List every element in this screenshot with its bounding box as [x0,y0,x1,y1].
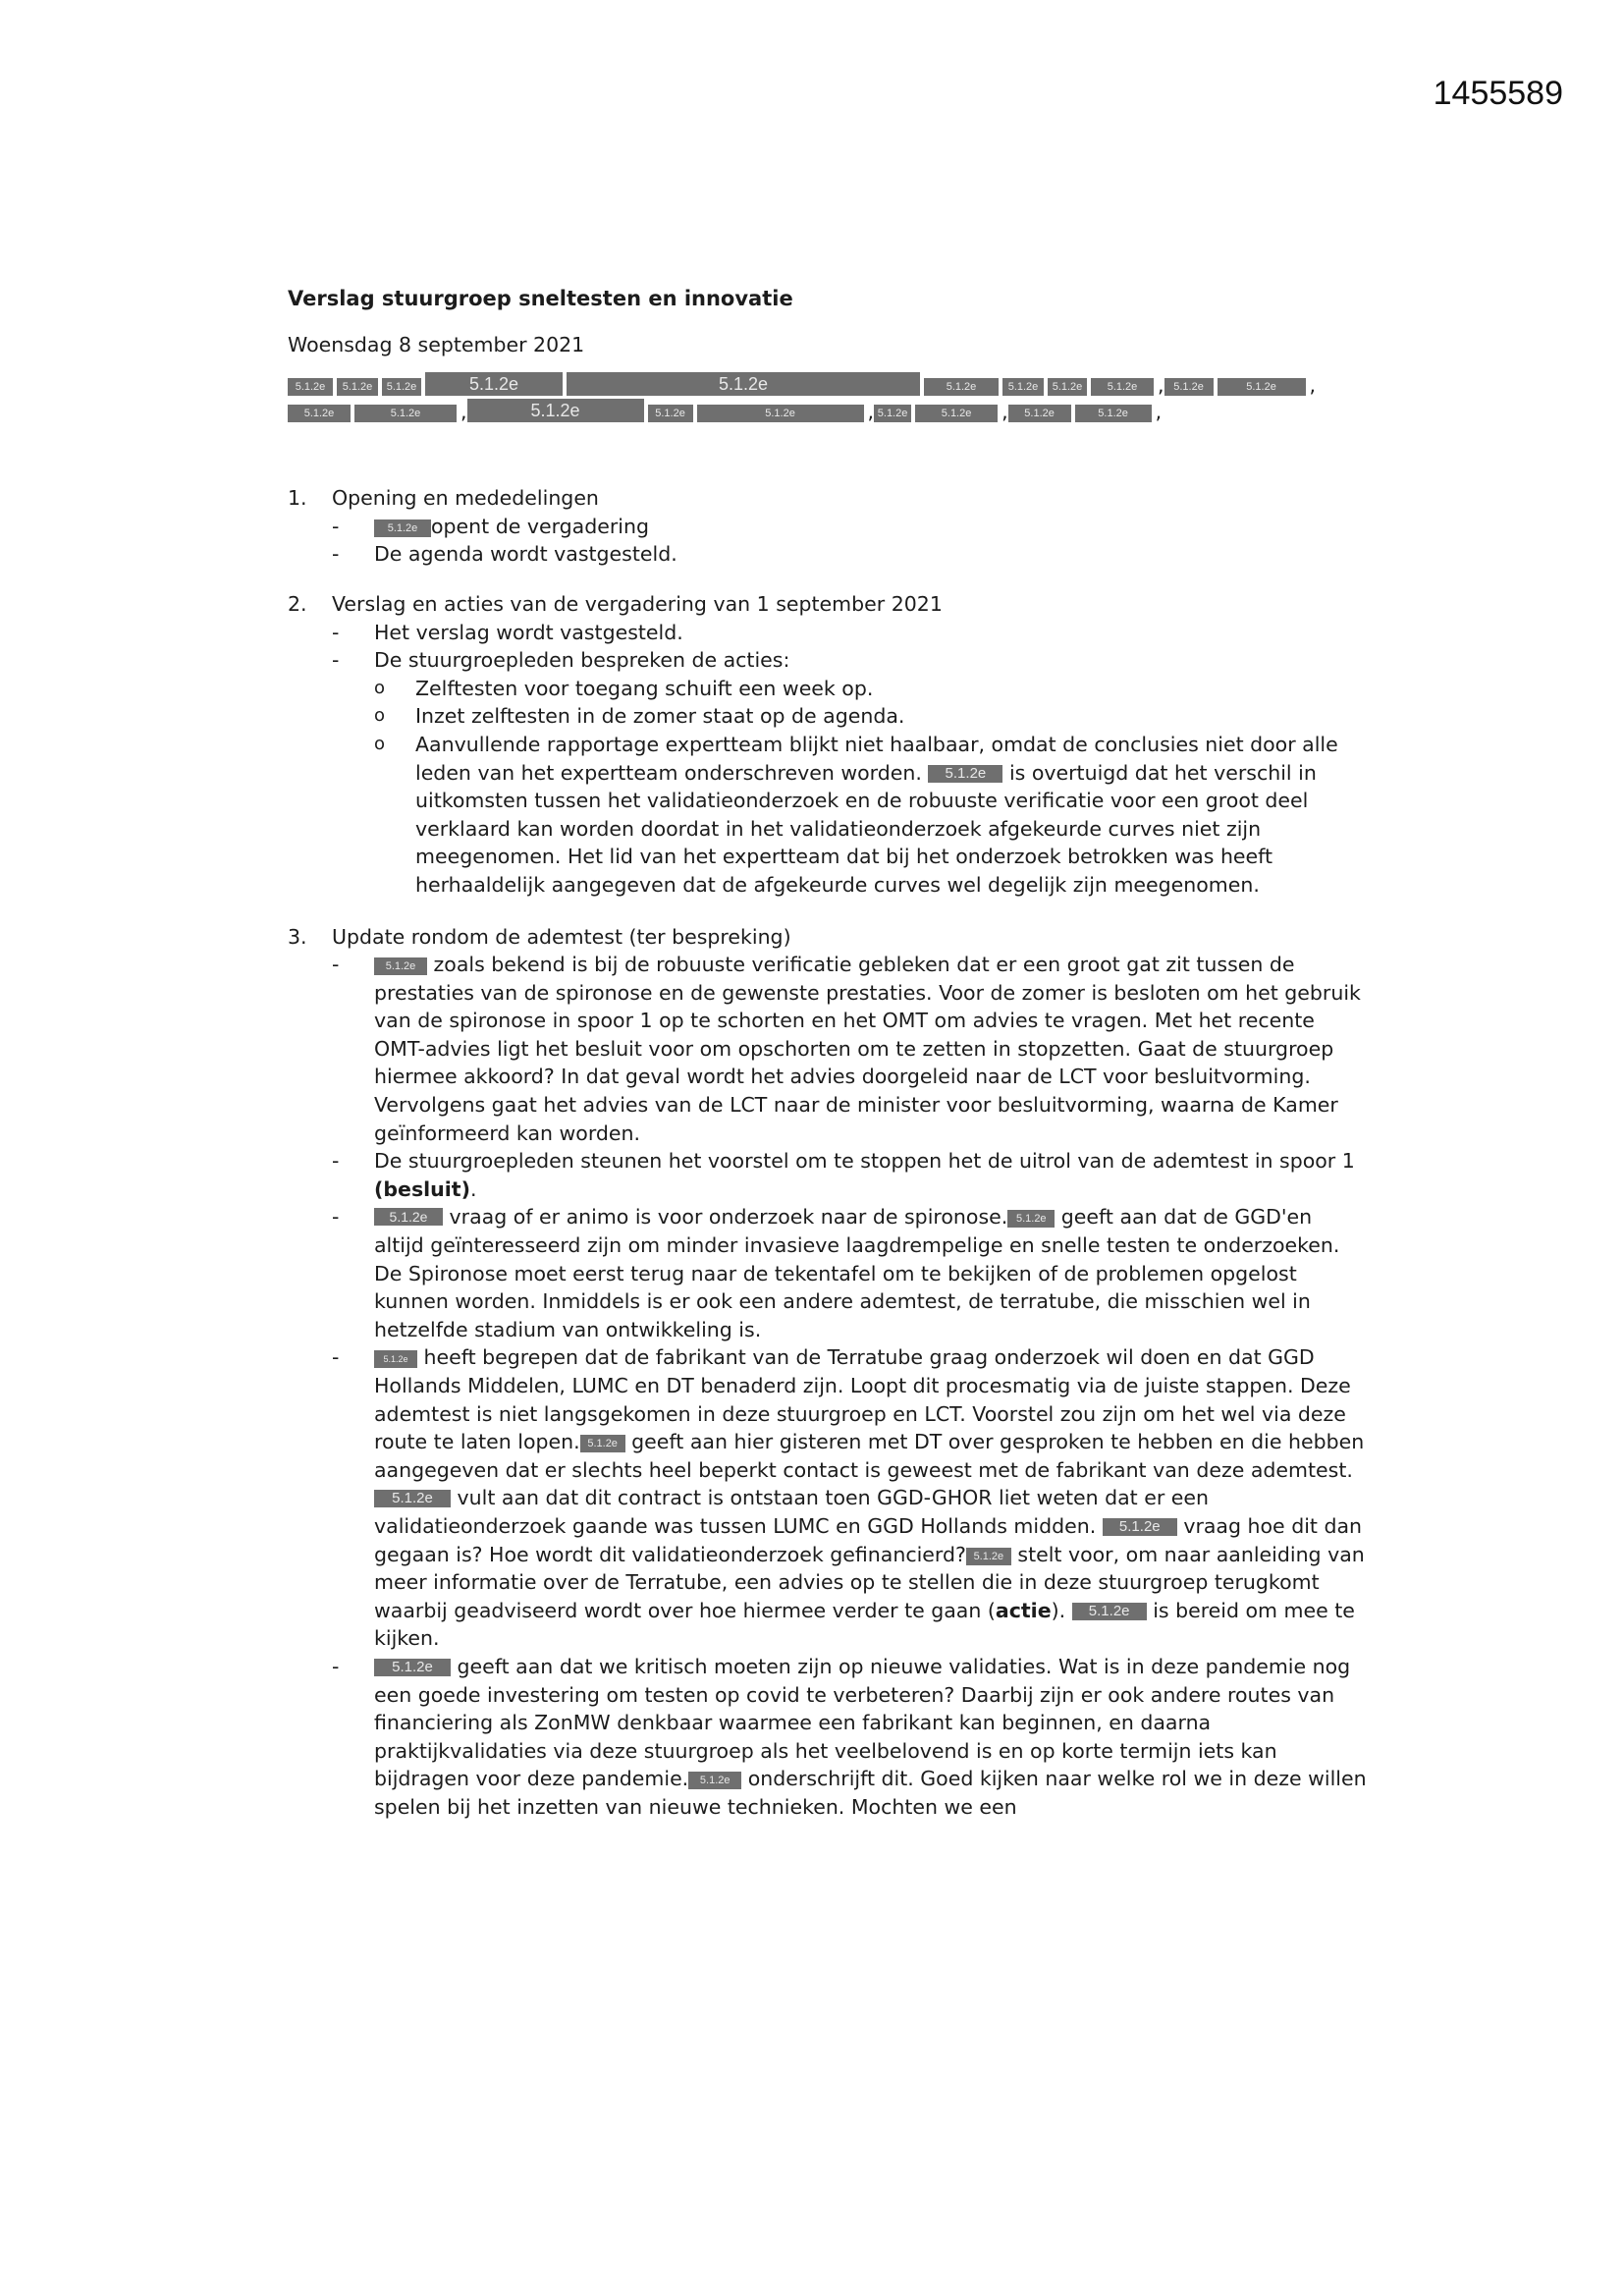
section-heading: 2. Verslag en acties van de vergadering van 1 september 2021 [288,591,943,616]
redaction: 5.1.2e [467,399,644,422]
list-item: - 5.1.2e heeft begrepen dat de fabrikant van de Terratube graag onderzoek wil doen en dat GGD Hollands Middelen, LUMC en DT benaderd zijn. Loopt dit procesmatig via de juiste stappen. Deze ademtest is niet langsgekomen in deze stuurgroep en LCT. Voorstel zou zijn om het wel via deze route te laten lopen. 5.1.2e geeft aan hier gisteren met DT over gesproken te hebben en die hebben aangegeven dat er slechts heel beperkt contact is geweest met de fabrikant van deze ademtest.5.1.2e vult aan dat dit contract is ontstaan toen GGD-GHOR liet weten dat er een validatieonderzoek gaande was tussen LUMC en GGD Hollands midden. 5.1.2e vraag hoe dit dan gegaan is? Hoe wordt dit validatieonderzoek gefinancierd? 5.1.2e stelt voor, om naar aanleiding van meer informatie over de Terratube, een advies op te stellen die in deze stuurgroep terugkomt waarbij geadviseerd wordt over hoe hiermee verder te gaan (actie). 5.1.2e is bereid om mee te kijken. [332,1343,1368,1653]
redaction: 5.1.2e [288,378,333,396]
action-item: o Inzet zelftesten in de zomer staat op de agenda. [374,702,1368,731]
redaction: 5.1.2e [374,1208,443,1226]
redaction: 5.1.2e [288,405,351,422]
redaction: 5.1.2e [1002,378,1044,396]
redaction: 5.1.2e [1103,1518,1177,1536]
redaction: 5.1.2e [924,378,999,396]
redaction: 5.1.2e [374,957,427,975]
section-heading: 3. Update rondom de ademtest (ter bespreking) [288,924,791,949]
meeting-minutes [288,285,1368,1822]
list-item: - De agenda wordt vastgesteld. [332,540,1368,569]
redaction: 5.1.2e [425,372,563,396]
redaction: 5.1.2e [567,372,920,396]
list-item: - Het verslag wordt vastgesteld. [332,619,1368,647]
meeting-date: Woensdag 8 september 2021 [288,332,585,356]
redaction: 5.1.2e [354,405,457,422]
list-item: - De stuurgroepleden bespreken de acties: o Zelftesten voor toegang schuift een week op. o Inzet zelftesten in de zomer staat op de agenda. o Aanvullende rapportage expertteam blijkt niet haalbaar, omdat de conclusies niet door alle leden van het expertteam onderschreven worden. 5.1.2e is overtuigd dat het verschil in uitkomsten tussen het validatieonderzoek en de robuuste verificatie voor een groot deel verklaard kan worden doordat in het validatieonderzoek afgekeurde curves niet zijn meegenomen. Het lid van het expertteam dat bij het onderzoek betrokken was heeft herhaaldelijk aangegeven dat de afgekeurde curves wel degelijk zijn meegenomen. [332,646,1368,899]
redaction: 5.1.2e [382,378,421,396]
section-previous-minutes [288,590,1368,900]
redaction: 5.1.2e [928,765,1002,783]
redaction: 5.1.2e [1075,405,1152,422]
document-title: Verslag stuurgroep sneltesten en innovatie [288,287,793,310]
redaction: 5.1.2e [1008,405,1071,422]
redaction: 5.1.2e [1218,378,1306,396]
section-breath-test [288,923,1368,1822]
redaction: 5.1.2e [1048,378,1087,396]
redaction: 5.1.2e [374,1490,451,1507]
redaction: 5.1.2e [915,405,998,422]
section-opening [288,484,1368,569]
action-item: o Zelftesten voor toegang schuift een week op. [374,675,1368,703]
redaction: 5.1.2e [374,519,431,537]
redaction: 5.1.2e [374,1659,451,1676]
redaction: 5.1.2e [966,1548,1011,1565]
redaction: 5.1.2e [1164,378,1214,396]
list-item: - 5.1.2e vraag of er animo is voor onderzoek naar de spironose. 5.1.2e geeft aan dat de GGD'en altijd geïnteresseerd zijn om minder invasieve laagdrempelige en snelle testen te onderzoeken. De Spironose moet eerst terug naar de tekentafel om te bekijken of de problemen opgelost kunnen worden. Inmiddels is er ook een andere ademtest, de terratube, die misschien wel in hetzelfde stadium van ontwikkeling is. [332,1203,1368,1343]
redaction: 5.1.2e [337,378,378,396]
redaction: 5.1.2e [374,1350,417,1368]
list-item: - De stuurgroepleden steunen het voorstel om te stoppen het de uitrol van de ademtest in spoor 1 (besluit). [332,1147,1368,1203]
attendee-list: 5.1.2e 5.1.2e 5.1.2e 5.1.2e 5.1.2e 5.1.2e 5.1.2e 5.1.2e 5.1.2e , 5.1.2e 5.1.2e , 5.1.2e 5.1.2e , 5.1.2e 5.1.2e 5.1.2e , 5.1.2e 5.1.2e , 5.1.2e 5.1.2e , [288,372,1368,425]
redaction: 5.1.2e [1072,1603,1147,1620]
redaction: 5.1.2e [697,405,864,422]
redaction: 5.1.2e [874,405,911,422]
redaction: 5.1.2e [1091,378,1154,396]
redaction: 5.1.2e [648,405,693,422]
list-item: - 5.1.2e opent de vergadering [332,513,1368,541]
redaction: 5.1.2e [688,1772,741,1789]
document-number: 1455589 [1433,75,1563,112]
list-item: - 5.1.2e geeft aan dat we kritisch moeten zijn op nieuwe validaties. Wat is in deze pandemie nog een goede investering om testen op covid te verbeteren? Daarbij zijn er ook andere routes van financiering als ZonMW denkbaar waarmee een fabrikant kan beginnen, en daarna praktijkvalidaties via deze stuurgroep als het veelbelovend is en op korte termijn iets kan bijdragen voor deze pandemie. 5.1.2e onderschrijft dit. Goed kijken naar welke rol we in deze willen spelen bij het inzetten van nieuwe technieken. Mochten we een [332,1653,1368,1822]
redaction: 5.1.2e [580,1435,625,1452]
action-item: o Aanvullende rapportage expertteam blijkt niet haalbaar, omdat de conclusies niet door alle leden van het expertteam onderschreven worden. 5.1.2e is overtuigd dat het verschil in uitkomsten tussen het validatieonderzoek en de robuuste verificatie voor een groot deel verklaard kan worden doordat in het validatieonderzoek afgekeurde curves niet zijn meegenomen. Het lid van het expertteam dat bij het onderzoek betrokken was heeft herhaaldelijk aangegeven dat de afgekeurde curves wel degelijk zijn meegenomen. [374,731,1368,900]
redaction: 5.1.2e [1007,1210,1055,1228]
section-heading: 1. Opening en mededelingen [288,486,599,511]
list-item: - 5.1.2e zoals bekend is bij de robuuste verificatie gebleken dat er een groot gat zit tussen de prestaties van de spironose en de gewenste prestaties. Voor de zomer is besloten om het gebruik van de spironose in spoor 1 op te schorten en het OMT om advies te vragen. Met het recente OMT-advies ligt het besluit voor om opschorten om te zetten in stopzetten. Gaat de stuurgroep hiermee akkoord? In dat geval wordt het advies doorgeleid naar de LCT voor besluitvorming. Vervolgens gaat het advies van de LCT naar de minister voor besluitvorming, waarna de Kamer geïnformeerd kan worden. [332,951,1368,1147]
